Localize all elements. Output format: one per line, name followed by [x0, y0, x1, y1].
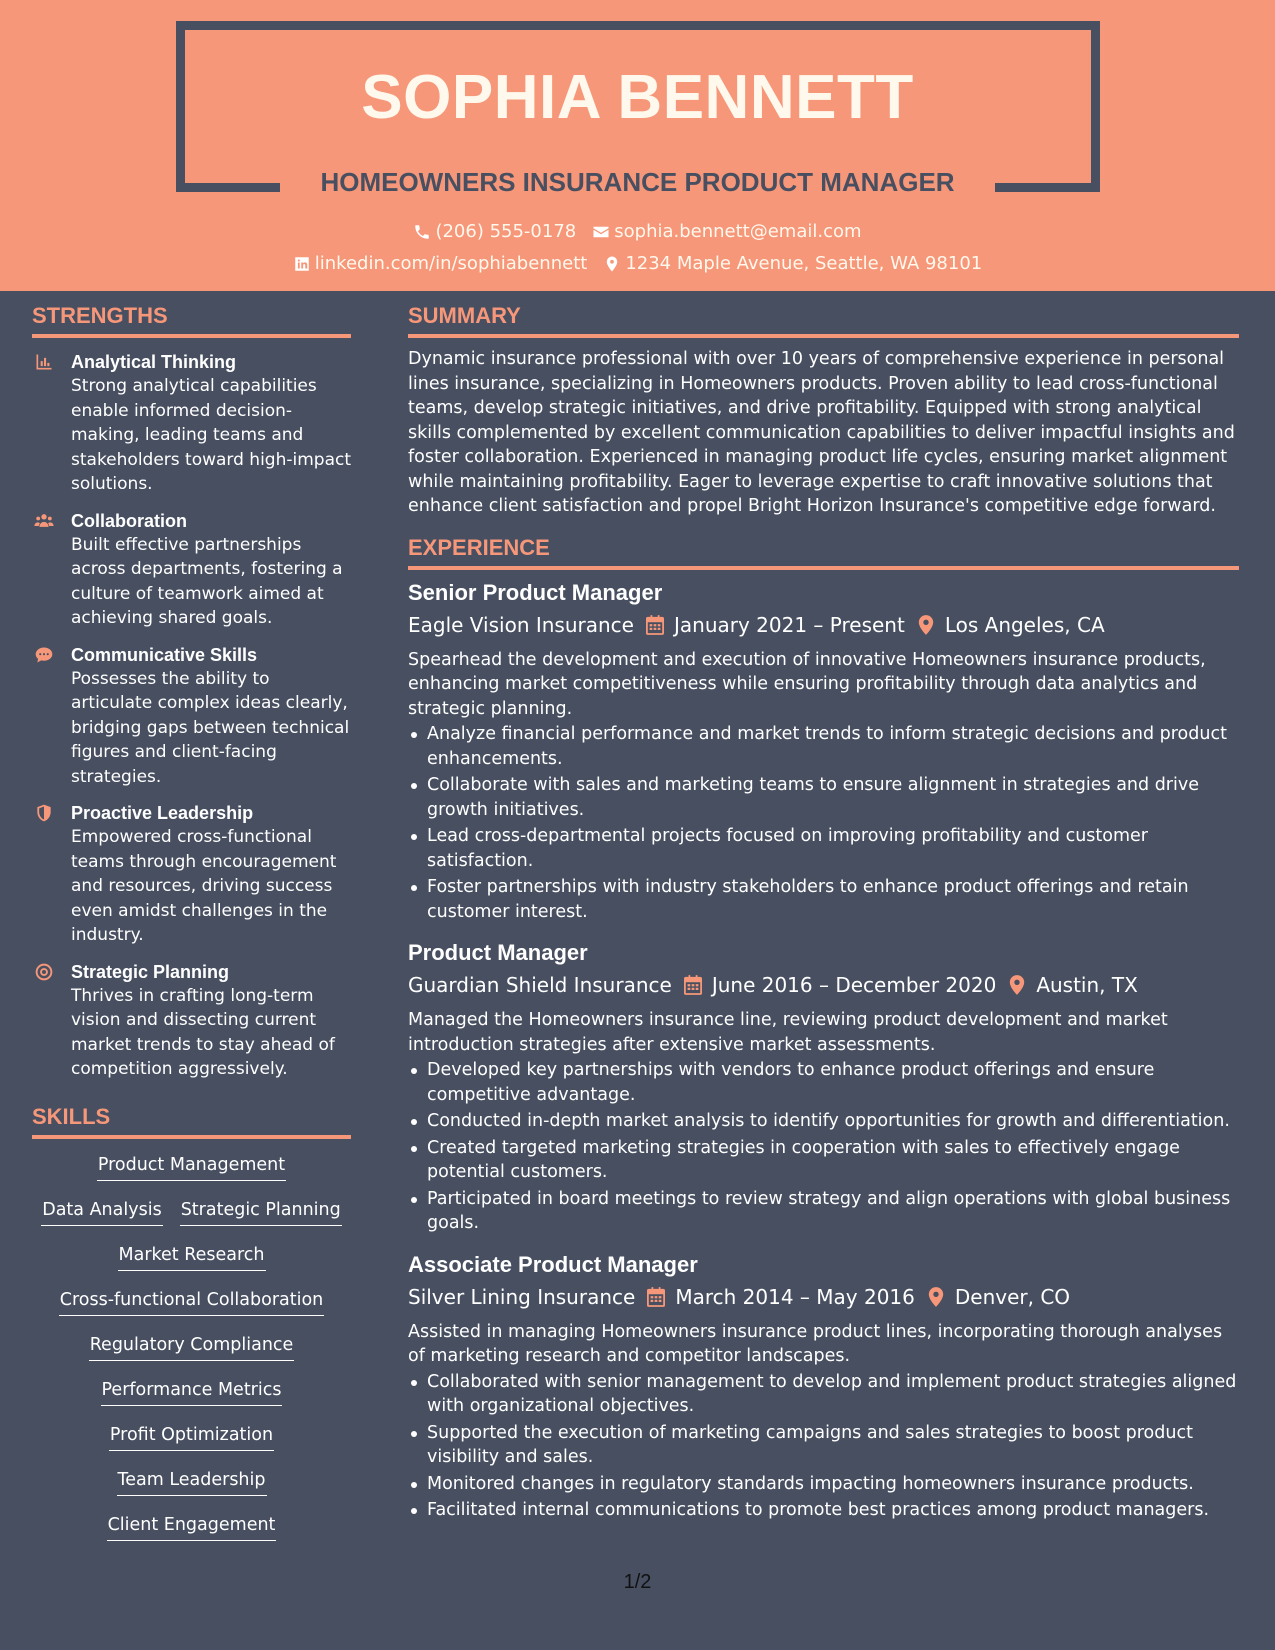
strength-title: Strategic Planning — [71, 961, 230, 982]
contact-linkedin[interactable] — [293, 253, 588, 274]
candidate-title: HOMEOWNERS INSURANCE PRODUCT MANAGER — [320, 167, 955, 197]
map-pin-icon — [927, 1287, 945, 1307]
linkedin-icon — [293, 255, 311, 273]
target-icon — [34, 962, 54, 982]
right-column — [408, 303, 1239, 1525]
job-bullet: Facilitated internal communications to promote best practices among product managers. — [408, 1498, 1239, 1523]
strength-desc: Possesses the ability to articulate complex ideas clearly, bridging gaps between technical figures and client-facing strategies. — [71, 668, 350, 787]
comment-icon — [34, 645, 54, 665]
job-location: Los Angeles, CA — [944, 612, 1105, 637]
experience-heading: EXPERIENCE — [408, 535, 1239, 570]
job-company: Guardian Shield Insurance — [408, 973, 672, 997]
shield-icon — [34, 803, 54, 823]
skill-row — [32, 1288, 351, 1333]
linkedin-text[interactable]: linkedin.com/in/sophiabennett — [314, 253, 588, 274]
strength-desc: Strong analytical capabilities enable informed decision-making, leading teams and stakeholders toward high-impact solutions. — [71, 376, 352, 494]
skill-tag: Regulatory Compliance — [89, 1333, 295, 1361]
skill-tag: Profit Optimization — [109, 1423, 274, 1451]
left-column — [32, 303, 351, 1558]
contact-email[interactable] — [592, 221, 861, 242]
strength-title: Proactive Leadership — [71, 803, 254, 823]
job-bullet: Foster partnerships with industry stakeholders to enhance product offerings and retain customer interest. — [408, 875, 1239, 924]
skill-tag: Strategic Planning — [180, 1198, 342, 1226]
job-bullet: Participated in board meetings to review strategy and align operations with global business goals. — [408, 1187, 1239, 1236]
skill-row — [32, 1243, 351, 1288]
skill-row — [32, 1423, 351, 1468]
job-description: Spearhead the development and execution of innovative Homeowners insurance products, enhancing market competitiveness while ensuring profitability through data analytics and strategic planning. — [408, 649, 1206, 719]
skills-heading: SKILLS — [32, 1104, 351, 1139]
envelope-icon — [592, 223, 610, 241]
strength-title: Communicative Skills — [71, 644, 258, 665]
strength-desc: Thrives in crafting long-term vision and dissecting current market trends to stay ahead of competition aggressively. — [71, 985, 335, 1079]
job-company: Silver Lining Insurance — [408, 1284, 636, 1309]
job-bullets — [408, 1058, 1239, 1236]
summary-heading: SUMMARY — [408, 303, 1239, 338]
job-role: Product Manager — [408, 940, 588, 965]
bar-chart-icon — [34, 352, 54, 372]
job-bullets — [408, 1370, 1239, 1523]
job-role: Associate Product Manager — [408, 1251, 698, 1277]
contact-phone — [413, 221, 576, 242]
skill-row — [32, 1333, 351, 1378]
job-location: Austin, TX — [1036, 973, 1138, 997]
strength-title: Collaboration — [71, 510, 187, 531]
skill-tag: Cross-functional Collaboration — [59, 1288, 325, 1316]
email-text[interactable]: sophia.bennett@email.com — [614, 221, 862, 242]
job-description: Assisted in managing Homeowners insurance product lines, incorporating thorough analyses of marketing research and competitor landscapes. — [408, 1321, 1223, 1366]
strengths-heading: STRENGTHS — [32, 303, 351, 338]
skill-tag: Market Research — [118, 1243, 266, 1271]
calendar-icon — [646, 615, 664, 635]
strength-item — [32, 643, 351, 790]
resume-header — [0, 0, 1275, 291]
job-entry — [408, 578, 1239, 925]
skill-row — [32, 1153, 351, 1198]
address-text: 1234 Maple Avenue, Seattle, WA 98101 — [625, 253, 983, 274]
candidate-name: SOPHIA BENNETT — [361, 63, 914, 132]
job-dates: June 2016 – December 2020 — [711, 973, 997, 997]
job-bullet: Analyze financial performance and market trends to inform strategic decisions and product enhancements. — [408, 722, 1239, 771]
users-icon — [34, 511, 54, 531]
skill-tag: Performance Metrics — [101, 1378, 283, 1406]
strength-item — [32, 960, 351, 1082]
strength-item — [32, 509, 351, 631]
job-bullets — [408, 722, 1239, 924]
page-number: 1/2 — [623, 1571, 652, 1593]
job-location: Denver, CO — [954, 1284, 1071, 1309]
job-bullet: Collaborate with sales and marketing teams to ensure alignment in strategies and drive growth initiatives. — [408, 773, 1239, 822]
skills-list — [32, 1153, 351, 1558]
skill-tag: Client Engagement — [107, 1513, 277, 1541]
map-pin-icon — [603, 255, 621, 273]
contact-address — [603, 253, 982, 274]
job-meta — [408, 970, 1239, 1000]
job-meta — [408, 610, 1239, 640]
job-company: Eagle Vision Insurance — [408, 612, 634, 637]
contact-row-1 — [0, 221, 1275, 242]
job-bullet: Monitored changes in regulatory standards impacting homeowners insurance products. — [408, 1472, 1239, 1497]
skill-tag: Team Leadership — [117, 1468, 267, 1496]
calendar-icon — [684, 975, 702, 995]
job-entry — [408, 1250, 1239, 1523]
job-meta — [408, 1282, 1239, 1312]
skill-row — [32, 1513, 351, 1558]
phone-text: (206) 555-0178 — [435, 221, 577, 242]
job-bullet: Developed key partnerships with vendors to enhance product offerings and ensure competitive advantage. — [408, 1058, 1239, 1107]
phone-icon — [413, 223, 431, 241]
summary-text: Dynamic insurance professional with over 10 years of comprehensive experience in personal lines insurance, specializing in Homeowners products. Proven ability to lead cross-functional teams, develop strategic initiatives, and drive profitability. Equipped with strong analytical skills complemented by excellent communication capabilities to deliver impactful insights and foster collaboration. Experienced in managing product life cycles, ensuring market alignment while maintaining profitability. Eager to leverage expertise to craft innovative solutions that enhance client satisfaction and propel Bright Horizon Insurance's competitive edge forward. — [408, 349, 1235, 516]
map-pin-icon — [917, 615, 935, 635]
strength-item — [32, 801, 351, 948]
job-bullet: Created targeted marketing strategies in cooperation with sales to effectively engage potential customers. — [408, 1136, 1239, 1185]
job-description: Managed the Homeowners insurance line, reviewing product development and market introduction strategies after extensive market assessments. — [408, 1010, 1168, 1055]
skill-row — [32, 1198, 351, 1243]
job-bullet: Conducted in-depth market analysis to identify opportunities for growth and differentiation. — [408, 1109, 1239, 1134]
job-entry — [408, 938, 1239, 1236]
strength-desc: Built effective partnerships across departments, fostering a culture of teamwork aimed at achieving shared goals. — [71, 534, 343, 628]
map-pin-icon — [1008, 975, 1026, 995]
skill-tag: Product Management — [97, 1153, 286, 1181]
strength-title: Analytical Thinking — [71, 352, 237, 372]
job-role: Senior Product Manager — [408, 579, 663, 605]
calendar-icon — [647, 1287, 665, 1307]
strength-desc: Empowered cross-functional teams through encouragement and resources, driving success even amidst challenges in the industry. — [71, 827, 337, 945]
job-bullet: Lead cross-departmental projects focused on improving profitability and customer satisfaction. — [408, 824, 1239, 873]
job-bullet: Supported the execution of marketing campaigns and sales strategies to boost product visibility and sales. — [408, 1421, 1239, 1470]
skill-row — [32, 1468, 351, 1513]
job-bullet: Collaborated with senior management to develop and implement product strategies aligned with organizational objectives. — [408, 1370, 1239, 1419]
skill-row — [32, 1378, 351, 1423]
contact-row-2 — [0, 253, 1275, 274]
strength-item — [32, 350, 351, 497]
skill-tag: Data Analysis — [41, 1198, 162, 1226]
job-dates: January 2021 – Present — [673, 612, 905, 637]
job-dates: March 2014 – May 2016 — [675, 1284, 915, 1309]
